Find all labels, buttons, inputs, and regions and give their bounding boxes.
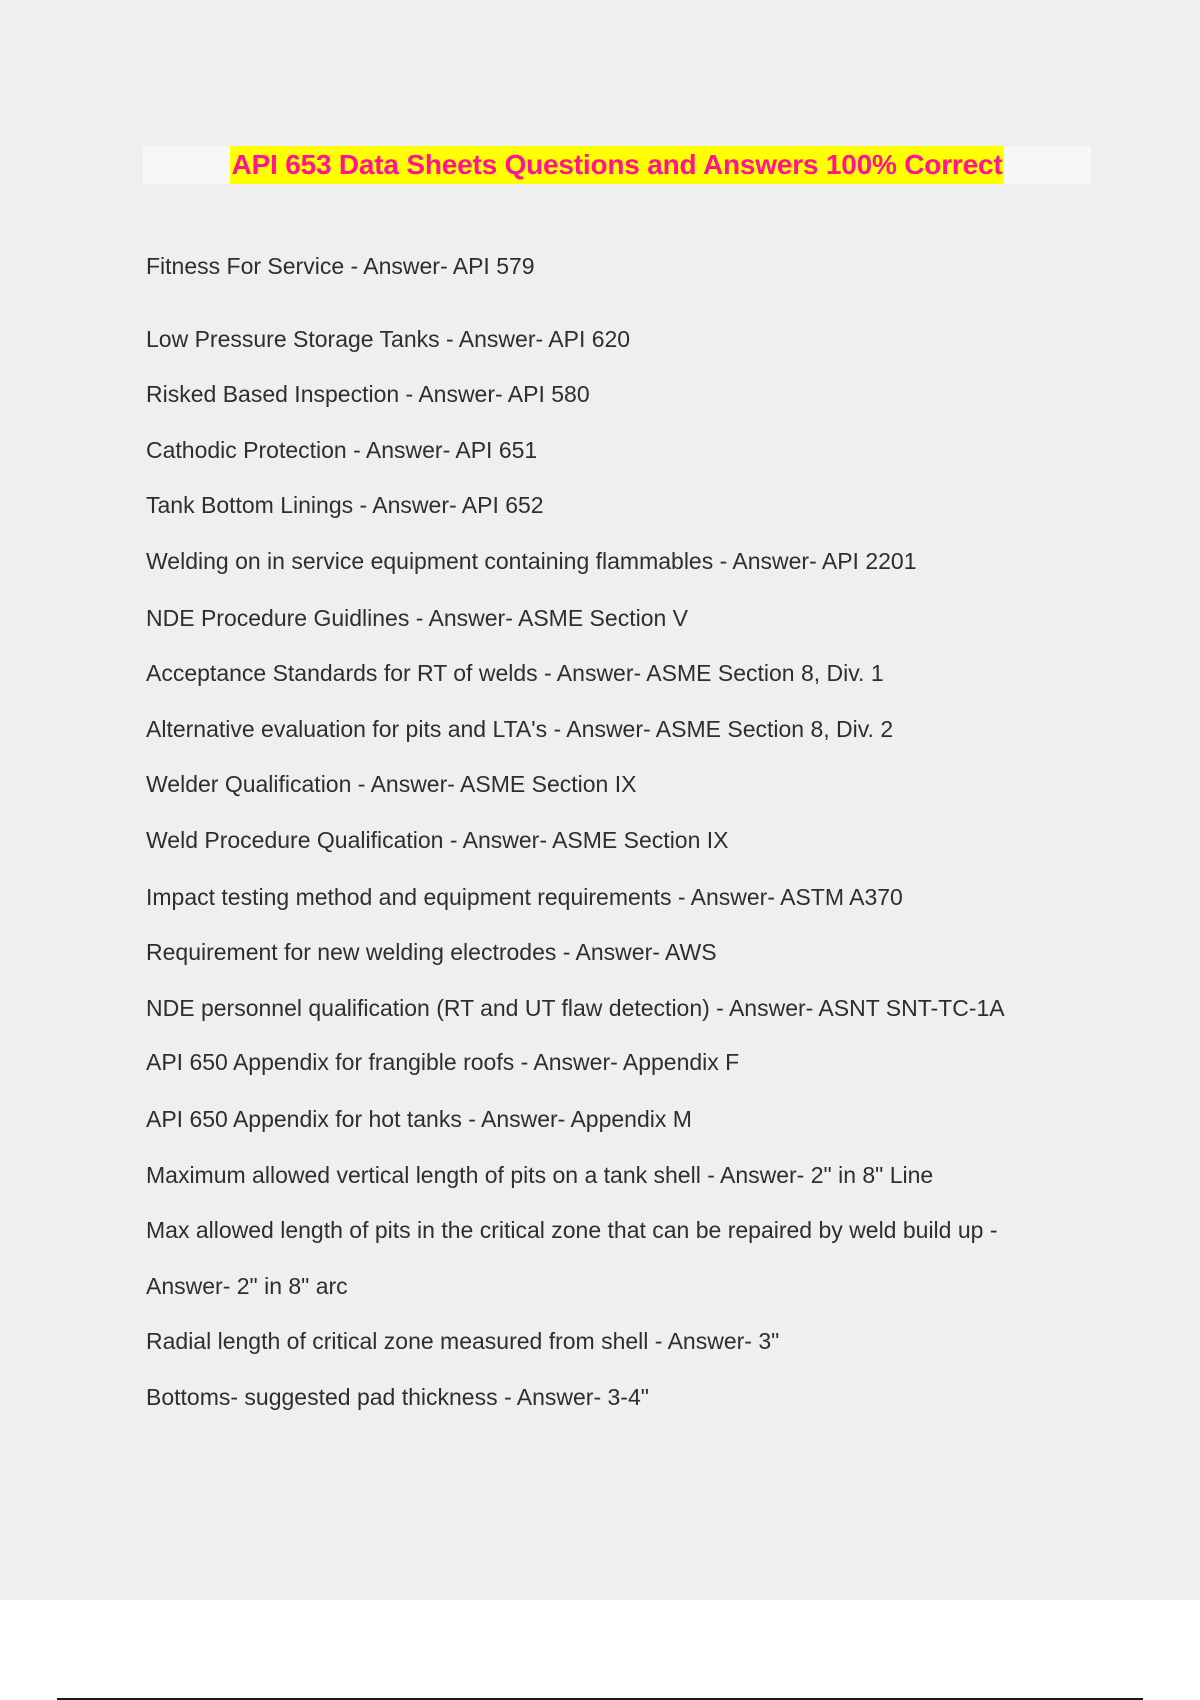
qa-line: Welding on in service equipment containing flammables - Answer- API 2201 [146, 548, 917, 574]
document-title-text: API 653 Data Sheets Questions and Answers 100% Correct [230, 146, 1005, 184]
qa-line: Maximum allowed vertical length of pits on a tank shell - Answer- 2" in 8" Line [146, 1162, 934, 1188]
title-band [143, 146, 1091, 184]
qa-line: Tank Bottom Linings - Answer- API 652 [146, 492, 544, 518]
qa-line: NDE Procedure Guidlines - Answer- ASME Section V [146, 605, 689, 631]
qa-line: Answer- 2" in 8" arc [146, 1273, 348, 1299]
qa-line: Risked Based Inspection - Answer- API 580 [146, 381, 590, 407]
qa-line: Max allowed length of pits in the critical zone that can be repaired by weld build up - [146, 1217, 998, 1243]
document-title [143, 146, 1091, 184]
qa-line: Alternative evaluation for pits and LTA's - Answer- ASME Section 8, Div. 2 [146, 716, 894, 742]
qa-line: API 650 Appendix for hot tanks - Answer- Appendix M [146, 1106, 692, 1132]
next-page-area [0, 1600, 1200, 1700]
qa-line: Cathodic Protection - Answer- API 651 [146, 437, 538, 463]
qa-line: Welder Qualification - Answer- ASME Section IX [146, 771, 637, 797]
qa-line: Fitness For Service - Answer- API 579 [146, 253, 535, 279]
qa-line: Acceptance Standards for RT of welds - Answer- ASME Section 8, Div. 1 [146, 660, 884, 686]
qa-line: Low Pressure Storage Tanks - Answer- API 620 [146, 326, 631, 352]
qa-line: Weld Procedure Qualification - Answer- ASME Section IX [146, 827, 729, 853]
qa-line: Radial length of critical zone measured from shell - Answer- 3" [146, 1328, 780, 1354]
qa-line: API 650 Appendix for frangible roofs - Answer- Appendix F [146, 1049, 740, 1075]
qa-line: Bottoms- suggested pad thickness - Answer- 3-4" [146, 1384, 649, 1410]
qa-line: NDE personnel qualification (RT and UT flaw detection) - Answer- ASNT SNT-TC-1A [146, 995, 1005, 1021]
qa-line: Requirement for new welding electrodes - Answer- AWS [146, 939, 717, 965]
qa-line: Impact testing method and equipment requirements - Answer- ASTM A370 [146, 884, 903, 910]
